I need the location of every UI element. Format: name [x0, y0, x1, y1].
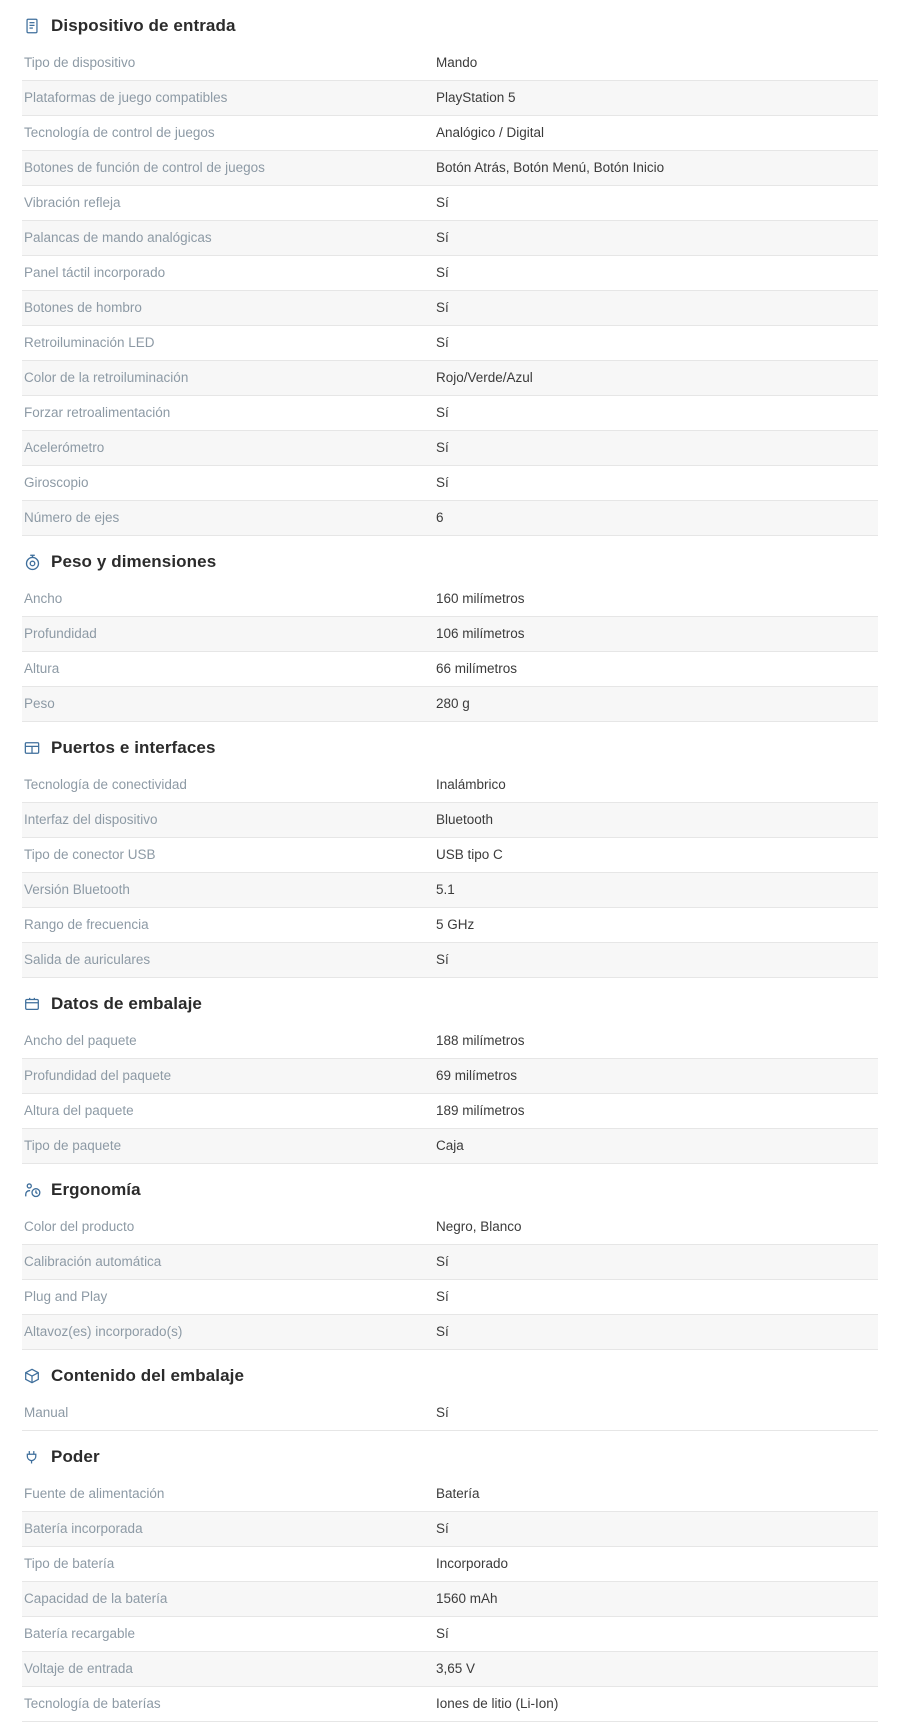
spec-key: Batería recargable	[22, 1617, 430, 1652]
spec-key: Interfaz del dispositivo	[22, 803, 430, 838]
section-header	[22, 722, 878, 768]
spec-value: Botón Atrás, Botón Menú, Botón Inicio	[430, 151, 878, 186]
spec-key: Acelerómetro	[22, 431, 430, 466]
table-row	[22, 582, 878, 617]
table-row	[22, 803, 878, 838]
table-row	[22, 908, 878, 943]
spec-key: Salida de auriculares	[22, 943, 430, 978]
spec-table	[22, 1396, 878, 1431]
spec-value: Sí	[430, 1396, 878, 1431]
spec-key: Voltaje de entrada	[22, 1652, 430, 1687]
table-row	[22, 1245, 878, 1280]
spec-key: Número de ejes	[22, 501, 430, 536]
spec-value: Sí	[430, 256, 878, 291]
spec-value: Sí	[430, 326, 878, 361]
spec-table	[22, 1210, 878, 1350]
section-title: Dispositivo de entrada	[51, 16, 236, 35]
table-row	[22, 501, 878, 536]
table-row	[22, 768, 878, 803]
table-row	[22, 1512, 878, 1547]
table-row	[22, 617, 878, 652]
spec-key: Color de la retroiluminación	[22, 361, 430, 396]
spec-value: Sí	[430, 1280, 878, 1315]
spec-key: Calibración automática	[22, 1245, 430, 1280]
spec-value: Sí	[430, 1245, 878, 1280]
spec-value: 69 milímetros	[430, 1059, 878, 1094]
table-row	[22, 431, 878, 466]
section-title: Puertos e interfaces	[51, 738, 216, 757]
table-row	[22, 1652, 878, 1687]
section-title: Poder	[51, 1447, 100, 1466]
spec-value: Sí	[430, 186, 878, 221]
table-row	[22, 81, 878, 116]
table-row	[22, 256, 878, 291]
spec-key: Ancho del paquete	[22, 1024, 430, 1059]
spec-key: Plataformas de juego compatibles	[22, 81, 430, 116]
spec-value: Sí	[430, 1512, 878, 1547]
spec-value: 280 g	[430, 687, 878, 722]
spec-value: 3,65 V	[430, 1652, 878, 1687]
spec-key: Profundidad	[22, 617, 430, 652]
spec-value: Sí	[430, 291, 878, 326]
spec-value: 189 milímetros	[430, 1094, 878, 1129]
spec-table	[22, 582, 878, 722]
spec-key: Retroiluminación LED	[22, 326, 430, 361]
table-row	[22, 1024, 878, 1059]
spec-value: 5 GHz	[430, 908, 878, 943]
spec-key: Tipo de paquete	[22, 1129, 430, 1164]
spec-key: Manual	[22, 1396, 430, 1431]
section-title: Peso y dimensiones	[51, 552, 217, 571]
spec-key: Forzar retroalimentación	[22, 396, 430, 431]
table-row	[22, 1582, 878, 1617]
spec-value: Iones de litio (Li-Ion)	[430, 1687, 878, 1722]
spec-value: Negro, Blanco	[430, 1210, 878, 1245]
spec-value: Bluetooth	[430, 803, 878, 838]
spec-value: Incorporado	[430, 1547, 878, 1582]
box-icon	[22, 1366, 42, 1386]
spec-value: Sí	[430, 1315, 878, 1350]
spec-key: Profundidad del paquete	[22, 1059, 430, 1094]
spec-value: Rojo/Verde/Azul	[430, 361, 878, 396]
spec-key: Botones de hombro	[22, 291, 430, 326]
section-header	[22, 978, 878, 1024]
section-header	[22, 536, 878, 582]
spec-value: Inalámbrico	[430, 768, 878, 803]
section-title: Datos de embalaje	[51, 994, 202, 1013]
spec-key: Giroscopio	[22, 466, 430, 501]
spec-key: Botones de función de control de juegos	[22, 151, 430, 186]
spec-key: Tecnología de control de juegos	[22, 116, 430, 151]
table-row	[22, 687, 878, 722]
spec-value: 188 milímetros	[430, 1024, 878, 1059]
table-row	[22, 221, 878, 256]
table-row	[22, 326, 878, 361]
spec-key: Tecnología de conectividad	[22, 768, 430, 803]
spec-value: Sí	[430, 466, 878, 501]
spec-key: Altura del paquete	[22, 1094, 430, 1129]
spec-key: Fuente de alimentación	[22, 1477, 430, 1512]
table-row	[22, 1396, 878, 1431]
section-title: Ergonomía	[51, 1180, 141, 1199]
spec-key: Peso	[22, 687, 430, 722]
spec-value: Sí	[430, 431, 878, 466]
spec-value: USB tipo C	[430, 838, 878, 873]
spec-value: Sí	[430, 396, 878, 431]
spec-key: Palancas de mando analógicas	[22, 221, 430, 256]
spec-key: Versión Bluetooth	[22, 873, 430, 908]
table-row	[22, 1059, 878, 1094]
table-row	[22, 1687, 878, 1722]
spec-key: Plug and Play	[22, 1280, 430, 1315]
spec-value: 106 milímetros	[430, 617, 878, 652]
spec-value: PlayStation 5	[430, 81, 878, 116]
spec-key: Capacidad de la batería	[22, 1582, 430, 1617]
spec-key: Altura	[22, 652, 430, 687]
table-row	[22, 1129, 878, 1164]
ergonomics-icon	[22, 1180, 42, 1200]
spec-value: Sí	[430, 943, 878, 978]
spec-key: Tipo de dispositivo	[22, 46, 430, 81]
package-data-icon	[22, 994, 42, 1014]
clipboard-icon	[22, 16, 42, 36]
section-header	[22, 1164, 878, 1210]
spec-value: 160 milímetros	[430, 582, 878, 617]
table-row	[22, 873, 878, 908]
table-row	[22, 291, 878, 326]
spec-key: Vibración refleja	[22, 186, 430, 221]
table-row	[22, 838, 878, 873]
spec-value: 6	[430, 501, 878, 536]
section-header	[22, 0, 878, 46]
table-row	[22, 652, 878, 687]
spec-table	[22, 768, 878, 978]
spec-key: Panel táctil incorporado	[22, 256, 430, 291]
section-header	[22, 1350, 878, 1396]
spec-key: Tecnología de baterías	[22, 1687, 430, 1722]
spec-value: Caja	[430, 1129, 878, 1164]
table-row	[22, 1280, 878, 1315]
table-row	[22, 466, 878, 501]
spec-value: Analógico / Digital	[430, 116, 878, 151]
table-row	[22, 116, 878, 151]
table-row	[22, 1617, 878, 1652]
table-row	[22, 1547, 878, 1582]
spec-key: Tipo de batería	[22, 1547, 430, 1582]
spec-value: Mando	[430, 46, 878, 81]
table-row	[22, 46, 878, 81]
spec-table	[22, 1024, 878, 1164]
table-row	[22, 151, 878, 186]
table-row	[22, 943, 878, 978]
spec-value: 1560 mAh	[430, 1582, 878, 1617]
spec-key: Tipo de conector USB	[22, 838, 430, 873]
spec-key: Batería incorporada	[22, 1512, 430, 1547]
power-plug-icon	[22, 1447, 42, 1467]
spec-value: 5.1	[430, 873, 878, 908]
spec-value: Sí	[430, 1617, 878, 1652]
spec-value: Sí	[430, 221, 878, 256]
ports-icon	[22, 738, 42, 758]
spec-table	[22, 46, 878, 536]
table-row	[22, 1210, 878, 1245]
table-row	[22, 1315, 878, 1350]
section-header	[22, 1431, 878, 1477]
weight-icon	[22, 552, 42, 572]
table-row	[22, 186, 878, 221]
table-row	[22, 396, 878, 431]
spec-value: 66 milímetros	[430, 652, 878, 687]
table-row	[22, 1094, 878, 1129]
spec-key: Color del producto	[22, 1210, 430, 1245]
spec-value: Batería	[430, 1477, 878, 1512]
table-row	[22, 1477, 878, 1512]
table-row	[22, 361, 878, 396]
spec-table	[22, 1477, 878, 1722]
spec-key: Rango de frecuencia	[22, 908, 430, 943]
section-title: Contenido del embalaje	[51, 1366, 245, 1385]
spec-key: Altavoz(es) incorporado(s)	[22, 1315, 430, 1350]
spec-key: Ancho	[22, 582, 430, 617]
